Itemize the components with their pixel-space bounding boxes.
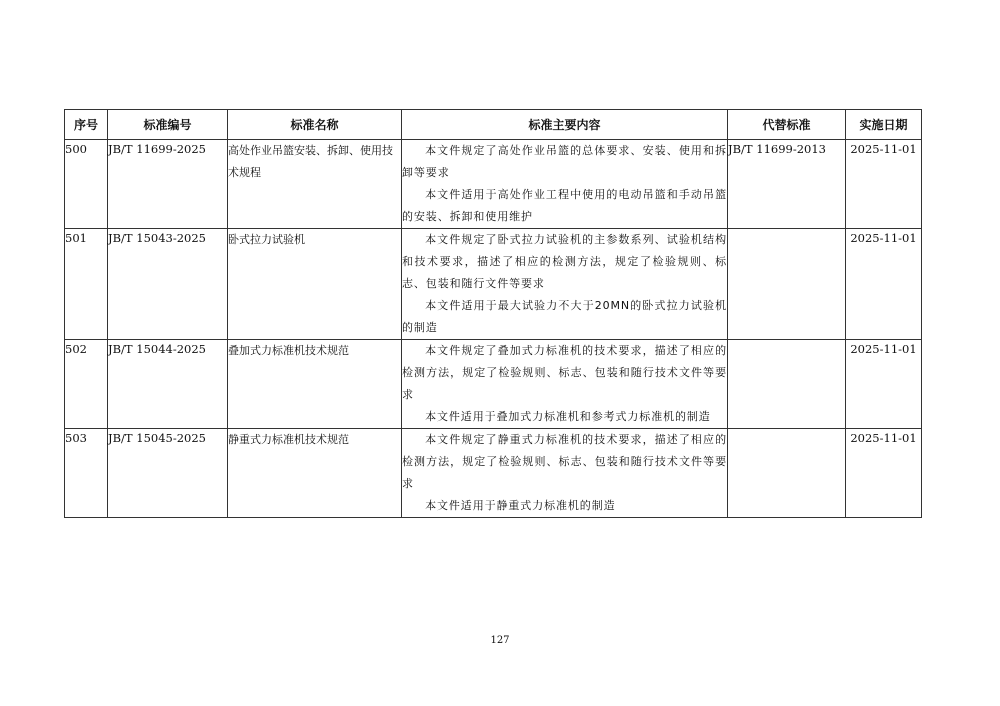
row-seq: 500 bbox=[65, 140, 108, 229]
table-row bbox=[65, 229, 922, 340]
header-content: 标准主要内容 bbox=[402, 110, 728, 140]
row-name: 高处作业吊篮安装、拆卸、使用技术规程 bbox=[228, 140, 402, 229]
page-number: 127 bbox=[490, 635, 510, 646]
header-name: 标准名称 bbox=[228, 110, 402, 140]
header-replaces: 代替标准 bbox=[728, 110, 846, 140]
content-paragraph: 本文件适用于最大试验力不大于20MN的卧式拉力试验机的制造 bbox=[402, 299, 727, 334]
header-seq: 序号 bbox=[65, 110, 108, 140]
row-date: 2025-11-01 bbox=[846, 340, 922, 429]
header-date: 实施日期 bbox=[846, 110, 922, 140]
row-code: JB/T 15044-2025 bbox=[108, 340, 228, 429]
content-paragraph: 本文件规定了叠加式力标准机的技术要求，描述了相应的检测方法，规定了检验规则、标志、包装和随行技术文件等要求 bbox=[402, 344, 727, 401]
row-name: 卧式拉力试验机 bbox=[228, 229, 402, 340]
row-replaces: JB/T 11699-2013 bbox=[728, 140, 846, 229]
row-date: 2025-11-01 bbox=[846, 429, 922, 518]
row-replaces bbox=[728, 340, 846, 429]
row-content bbox=[402, 429, 728, 518]
row-code: JB/T 15043-2025 bbox=[108, 229, 228, 340]
row-code: JB/T 11699-2025 bbox=[108, 140, 228, 229]
content-paragraph: 本文件规定了卧式拉力试验机的主参数系列、试验机结构和技术要求，描述了相应的检测方法，规定了检验规则、标志、包装和随行文件等要求 bbox=[402, 233, 727, 290]
row-date: 2025-11-01 bbox=[846, 229, 922, 340]
content-paragraph: 本文件适用于静重式力标准机的制造 bbox=[425, 499, 616, 512]
table-row bbox=[65, 429, 922, 518]
content-paragraph: 本文件适用于高处作业工程中使用的电动吊篮和手动吊篮的安装、拆卸和使用维护 bbox=[402, 188, 727, 223]
header-code: 标准编号 bbox=[108, 110, 228, 140]
table-header-row bbox=[65, 110, 922, 140]
standards-table bbox=[64, 109, 922, 518]
row-name: 静重式力标准机技术规范 bbox=[228, 429, 402, 518]
row-content bbox=[402, 229, 728, 340]
table-row bbox=[65, 140, 922, 229]
row-replaces bbox=[728, 229, 846, 340]
row-name: 叠加式力标准机技术规范 bbox=[228, 340, 402, 429]
row-code: JB/T 15045-2025 bbox=[108, 429, 228, 518]
row-replaces bbox=[728, 429, 846, 518]
row-seq: 503 bbox=[65, 429, 108, 518]
content-paragraph: 本文件规定了静重式力标准机的技术要求，描述了相应的检测方法，规定了检验规则、标志、包装和随行技术文件等要求 bbox=[402, 433, 727, 490]
table-row bbox=[65, 340, 922, 429]
row-content bbox=[402, 340, 728, 429]
content-paragraph: 本文件适用于叠加式力标准机和参考式力标准机的制造 bbox=[425, 410, 711, 423]
row-seq: 502 bbox=[65, 340, 108, 429]
row-seq: 501 bbox=[65, 229, 108, 340]
row-content bbox=[402, 140, 728, 229]
content-paragraph: 本文件规定了高处作业吊篮的总体要求、安装、使用和拆卸等要求 bbox=[402, 144, 727, 179]
row-date: 2025-11-01 bbox=[846, 140, 922, 229]
